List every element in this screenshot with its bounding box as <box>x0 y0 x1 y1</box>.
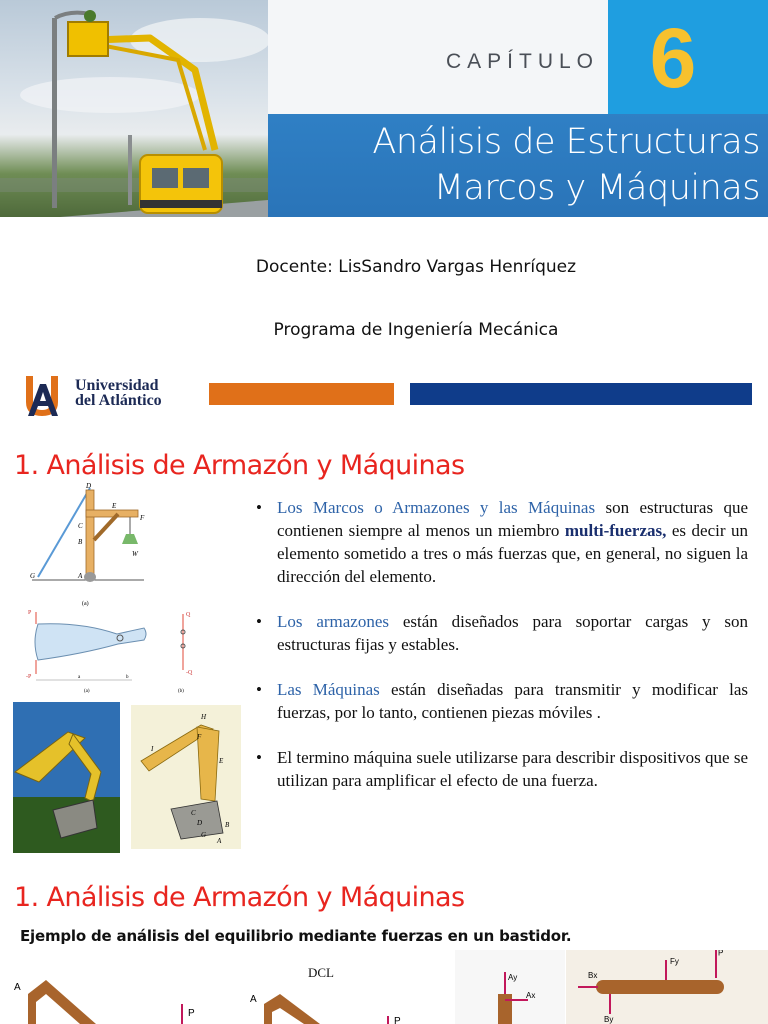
pliers-label-neg-p: -P <box>26 674 32 680</box>
university-name-line-2: del Atlántico <box>75 392 162 409</box>
boom-figure <box>131 705 241 849</box>
section-1-bullets <box>256 496 748 814</box>
pliers-caption-a: (a) <box>84 689 90 694</box>
bullet-1-emphasis: multi-fuerzas, <box>564 521 667 540</box>
section-2-title: 1. Análisis de Armazón y Máquinas <box>14 882 465 913</box>
dcl-label: DCL <box>308 965 334 980</box>
bullet-dot: • <box>256 612 262 631</box>
bullet-4-text: El termino máquina suele utilizarse para describir dispositivos que se utilizan para amplificar el efecto de una fuerza. <box>277 748 748 790</box>
bullet-machines <box>256 678 748 724</box>
chapter-title-line-1: Análisis de Estructuras <box>372 122 760 162</box>
boom-label-b: B <box>225 821 230 829</box>
orange-bar <box>209 383 394 405</box>
excavator-photo <box>13 702 120 853</box>
pliers-label-a: a <box>78 675 81 680</box>
eq-label-p-1: P <box>188 1008 195 1019</box>
chapter-banner <box>0 0 768 217</box>
pliers-label-neg-q: -Q <box>186 670 193 676</box>
program-name: Programa de Ingeniería Mecánica <box>273 320 559 340</box>
frame-equilibrium-figures <box>0 950 768 1024</box>
eq-label-fy: Fy <box>670 957 679 966</box>
bullet-1-lead: Los Marcos o Armazones y las Máquinas <box>277 498 596 517</box>
frame-label-w: W <box>132 550 138 558</box>
section-1-title: 1. Análisis de Armazón y Máquinas <box>14 450 465 481</box>
pliers-label-b: b <box>126 675 129 680</box>
boom-label-h: H <box>201 713 207 721</box>
boom-label-f: F <box>197 733 202 741</box>
bullet-frames <box>256 610 748 656</box>
frame-label-c: C <box>78 522 83 530</box>
frame-label-d: D <box>86 482 92 490</box>
pliers-label-p: P <box>28 610 32 616</box>
bullet-3-text: están diseñadas para transmitir y modificar las fuerzas, por lo tanto, contienen piezas móviles . <box>277 680 749 722</box>
eq-label-a-1: A <box>14 982 21 993</box>
eq-label-a-2: A <box>250 994 257 1005</box>
teacher-name: Docente: LisSandro Vargas Henríquez <box>255 257 577 277</box>
pliers-caption-b: (b) <box>178 689 184 694</box>
bullet-2-lead: Los armazones <box>277 612 390 631</box>
frame-figure <box>24 480 154 610</box>
eq-label-p-3: P <box>718 950 724 958</box>
eq-label-bx: Bx <box>588 971 598 980</box>
frame-label-b: B <box>78 538 83 546</box>
eq-label-ay: Ay <box>508 973 518 982</box>
boom-label-i: I <box>151 745 154 753</box>
bullet-1-text-a: son estructuras que contienen siempre al menos un miembro <box>277 498 748 540</box>
bullet-1-text-b: es decir un elemento sometido a tres o más fuerzas que, en general, no siguen la dirección del elemento. <box>277 521 748 586</box>
bullet-3-lead: Las Máquinas <box>277 680 380 699</box>
pliers-label-q: Q <box>186 612 191 618</box>
frame-label-a: A <box>78 572 83 580</box>
bucket-truck-illustration <box>0 0 268 217</box>
chapter-label: CAPÍTULO <box>446 50 600 73</box>
bullet-dot: • <box>256 680 262 699</box>
example-caption: Ejemplo de análisis del equilibrio mediante fuerzas en un bastidor. <box>20 927 572 945</box>
frame-label-g: G <box>30 572 36 580</box>
boom-label-c: C <box>191 809 196 817</box>
eq-label-ax: Ax <box>526 991 536 1000</box>
bullet-dot: • <box>256 748 262 767</box>
eq-label-p-2: P <box>394 1016 401 1024</box>
bullet-dot: • <box>256 498 262 517</box>
chapter-number: 6 <box>649 11 697 105</box>
boom-label-e: E <box>219 757 224 765</box>
university-name-line-1: Universidad <box>75 377 159 394</box>
frame-label-e: E <box>112 502 117 510</box>
bullet-frames-machines <box>256 496 748 588</box>
boom-label-a: A <box>217 837 222 845</box>
frame-label-f: F <box>140 514 145 522</box>
bullet-machine-term <box>256 746 748 792</box>
university-name <box>75 378 162 408</box>
blue-bar <box>410 383 752 405</box>
bullet-2-text: están diseñados para soportar cargas y son estructuras fijas y estables. <box>277 612 748 654</box>
chapter-title-line-2: Marcos y Máquinas <box>433 168 760 208</box>
pliers-figure <box>22 604 202 696</box>
bucket-truck-photo <box>0 0 268 217</box>
frame-caption: (a) <box>82 601 89 607</box>
boom-label-d: D <box>197 819 203 827</box>
boom-label-g: G <box>201 831 207 839</box>
eq-label-by: By <box>604 1015 614 1024</box>
